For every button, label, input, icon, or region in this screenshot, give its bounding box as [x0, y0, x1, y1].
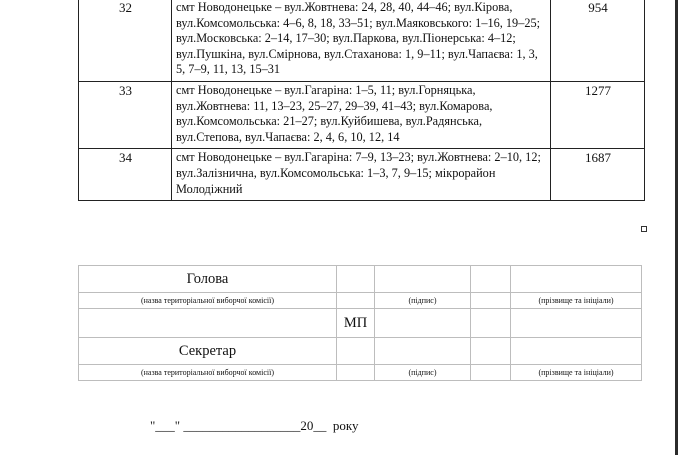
- signature-caption: (підпис): [375, 365, 471, 381]
- table-row: [79, 81, 645, 148]
- district-streets: смт Новодонецьке – вул.Жовтнева: 24, 28, 40, 44–46; вул.Кірова, вул.Комсомольська: 4–6, 8, 18, 33–51; вул.Маяковського: 1–16, 19–25; вул.Московська: 2–14, 17–30; вул.Паркова, вул.Піонерська: 4–12; вул.Пушкіна, вул.Смірнова, вул.Стаханова: 1, 9–11; вул.Чапаєва: 1, 3, 5, 7–9, 11, 13, 15–31: [172, 0, 551, 81]
- commission-caption: (назва територіальної виборчої комісії): [79, 293, 337, 309]
- voter-count: 1687: [551, 149, 645, 201]
- table-row: [79, 149, 645, 201]
- name-caption: (прізвище та ініціали): [511, 293, 642, 309]
- district-streets: смт Новодонецьке – вул.Гагаріна: 1–5, 11; вул.Горняцька, вул.Жовтнева: 11, 13–23, 25–27, 29–39, 41–43; вул.Комарова, вул.Комсомольська: 21–27; вул.Куйбишева, вул.Радянська, вул.Степова, вул.Чапаєва: 2, 4, 6, 10, 12, 14: [172, 81, 551, 148]
- signature-block: [78, 265, 642, 381]
- head-label: Голова: [79, 266, 337, 293]
- stamp-label: МП: [337, 309, 375, 338]
- district-number: 33: [79, 81, 172, 148]
- name-caption: (прізвище та ініціали): [511, 365, 642, 381]
- voter-count: 1277: [551, 81, 645, 148]
- date-line: "___" __________________20__ року: [150, 418, 359, 433]
- voter-count: 954: [551, 0, 645, 81]
- table-resize-handle[interactable]: [641, 226, 647, 232]
- table-row: [79, 0, 645, 81]
- district-number: 32: [79, 0, 172, 81]
- signature-caption: (підпис): [375, 293, 471, 309]
- district-streets: смт Новодонецьке – вул.Гагаріна: 7–9, 13–23; вул.Жовтнева: 2–10, 12; вул.Залізнична, вул.Комсомольська: 1–3, 7, 9–15; мікрорайон Молодіжний: [172, 149, 551, 201]
- commission-caption: (назва територіальної виборчої комісії): [79, 365, 337, 381]
- secretary-label: Секретар: [79, 338, 337, 365]
- districts-table: [78, 0, 645, 201]
- district-number: 34: [79, 149, 172, 201]
